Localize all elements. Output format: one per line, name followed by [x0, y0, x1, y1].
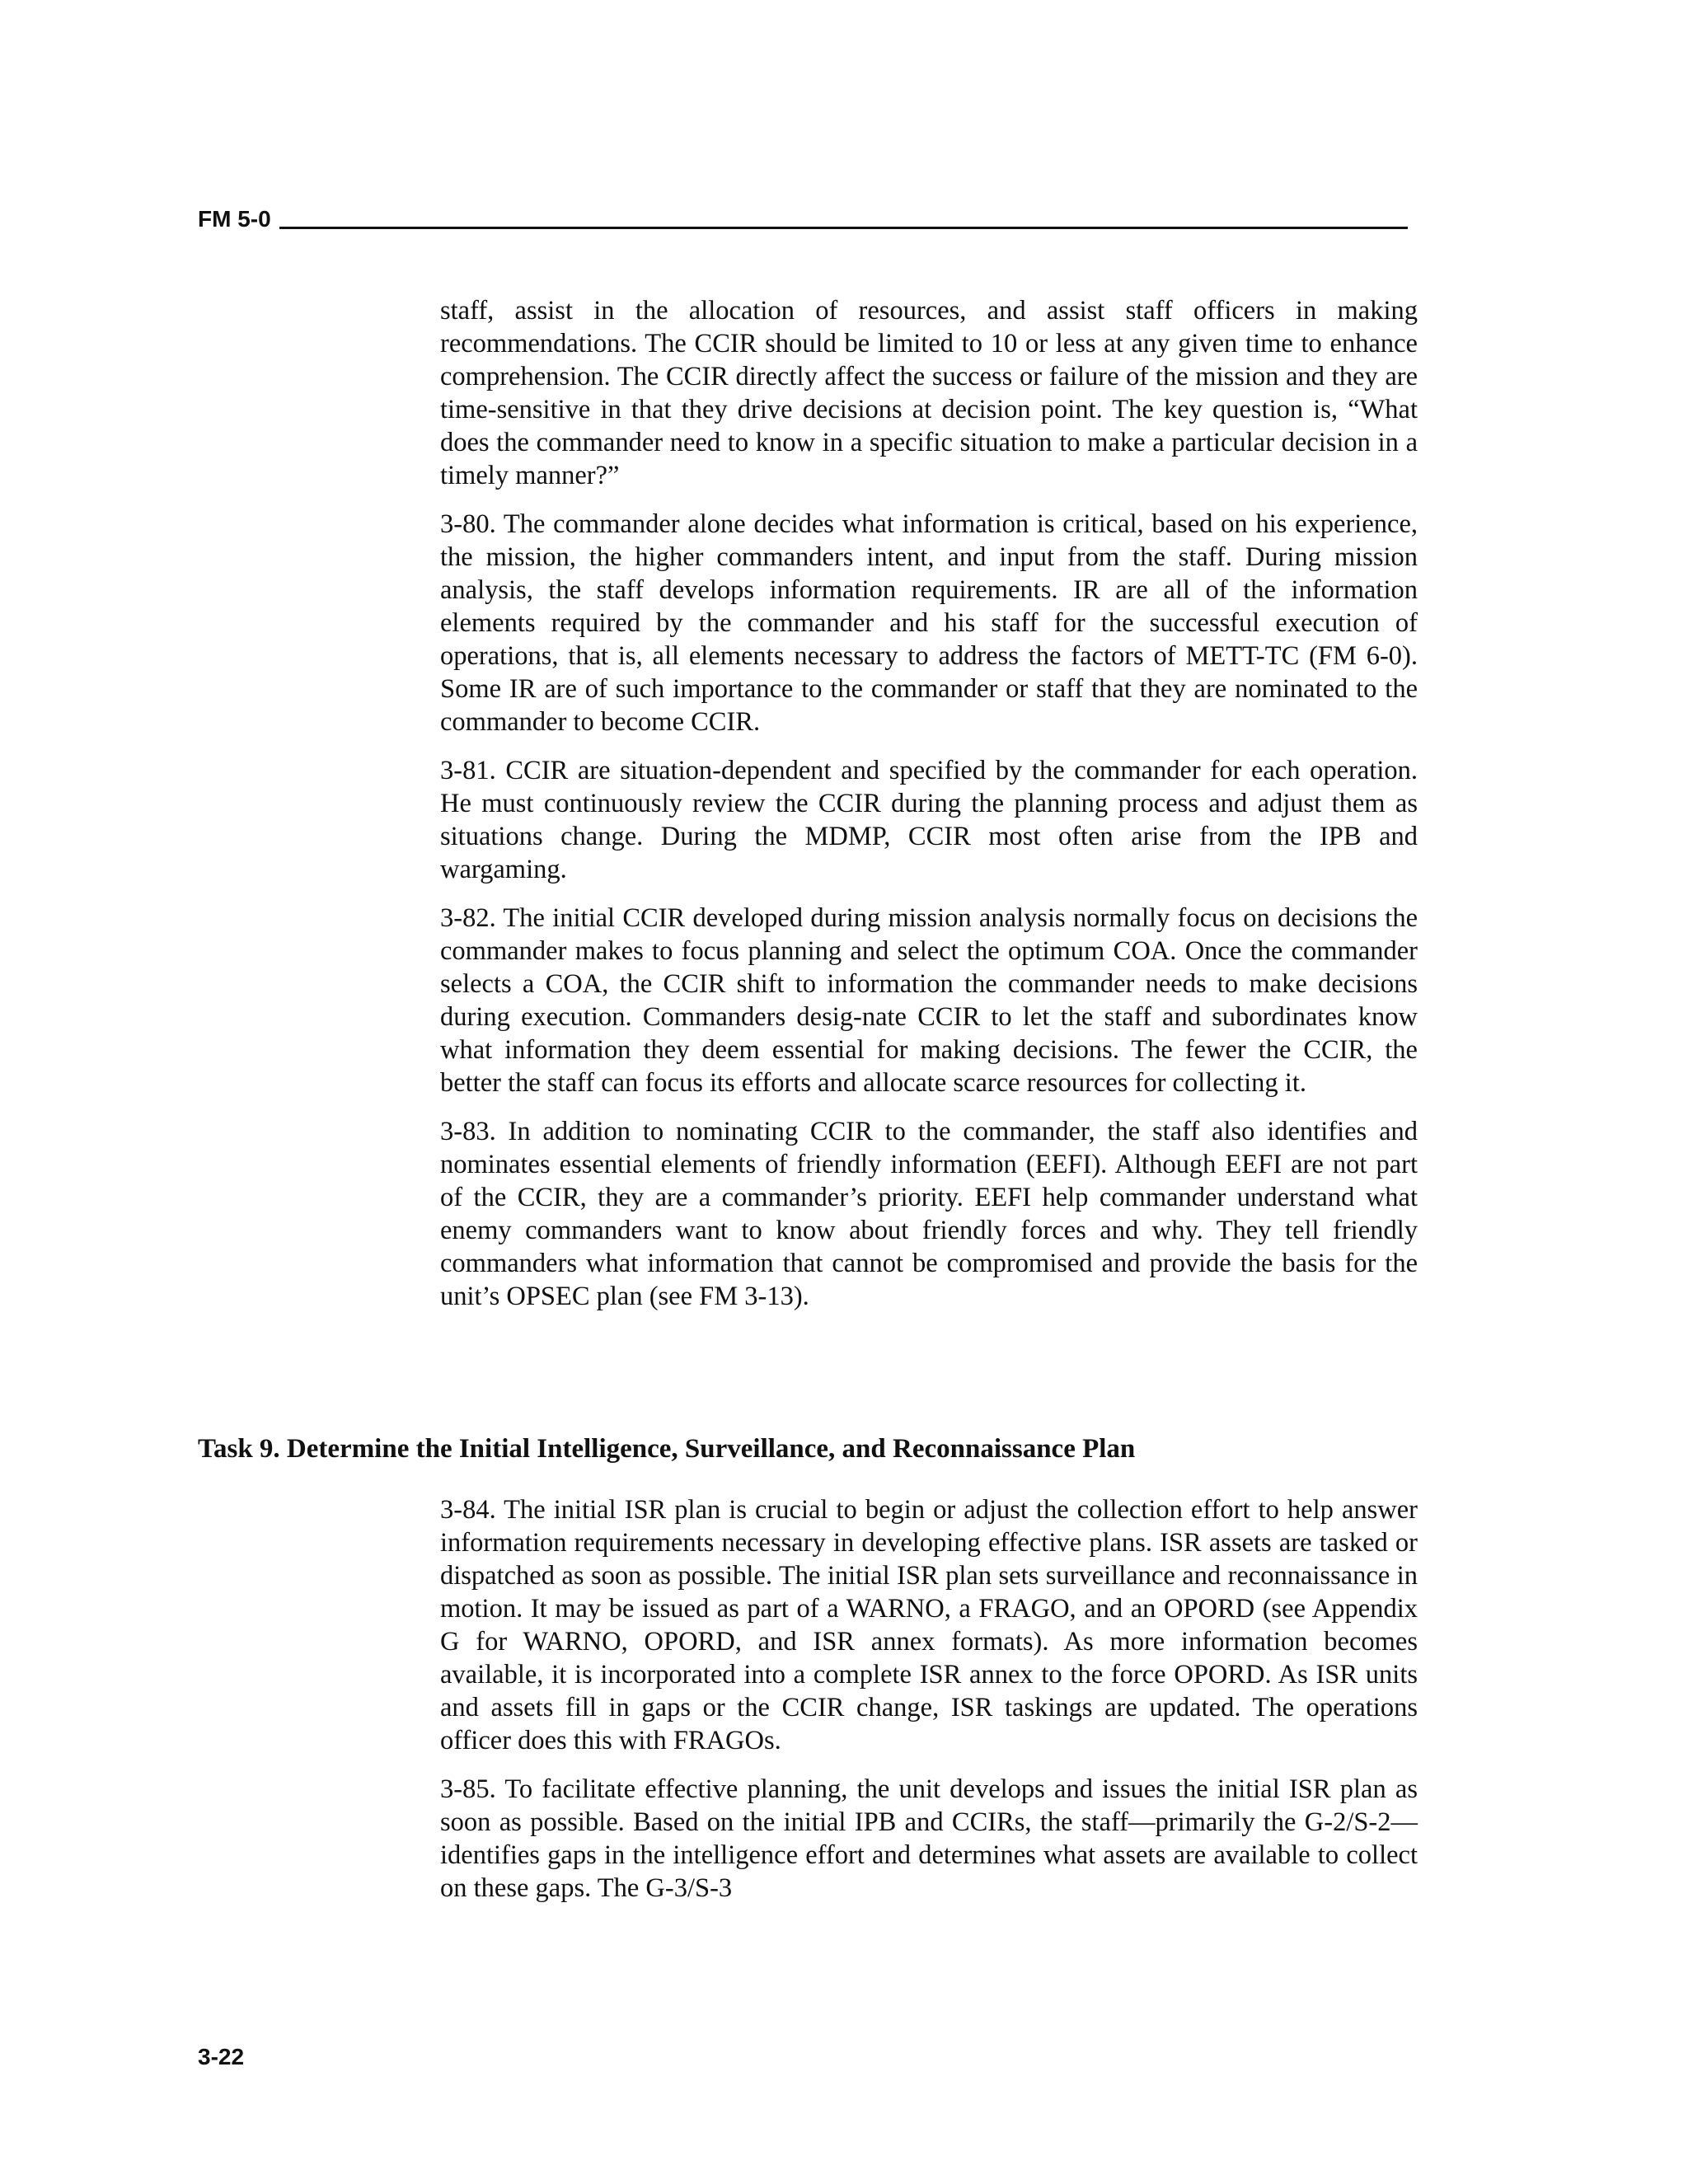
paragraph-3-85: 3-85. To facilitate effective planning, the unit develops and issues the initial ISR plan as soon as possible. Based on the initial IPB and CCIRs, the staff—primarily the G-2/S-2—identifies gaps in the intelligence effort and determines what assets are available to collect on these gaps. The G-3/S-3: [440, 1774, 1418, 1903]
paragraph-continued: staff, assist in the allocation of resources, and assist staff officers in making recommendations. The CCIR should be limited to 10 or less at any given time to enhance comprehension. The CCIR directly affect the success or failure of the mission and they are time-sensitive in that they drive decisions at decision point. The key question is, “What does the commander need to know in a specific situation to make a particular decision in a timely manner?”: [440, 296, 1418, 490]
running-header: [198, 198, 1408, 231]
paragraph-3-82: 3-82. The initial CCIR developed during mission analysis normally focus on decisions the commander makes to focus planning and select the optimum COA. Once the commander selects a COA, the CCIR shift to information the commander needs to make decisions during execution. Commanders desig-nate CCIR to let the staff and subordinates know what information they deem essential for making decisions. The fewer the CCIR, the better the staff can focus its efforts and allocate scarce resources for collecting it.: [440, 903, 1418, 1098]
manual-designation: FM 5-0: [198, 206, 271, 232]
paragraph-3-81: 3-81. CCIR are situation-dependent and specified by the commander for each operation. He must continuously review the CCIR during the planning process and adjust them as situations change. During the MDMP, CCIR most often arise from the IPB and wargaming.: [440, 756, 1418, 884]
paragraph-3-83: 3-83. In addition to nominating CCIR to the commander, the staff also identifies and nominates essential elements of friendly information (EEFI). Although EEFI are not part of the CCIR, they are a commander’s priority. EEFI help commander understand what enemy commanders want to know about friendly forces and why. They tell friendly commanders what information that cannot be compromised and provide the basis for the unit’s OPSEC plan (see FM 3-13).: [440, 1117, 1418, 1311]
paragraph-3-84: 3-84. The initial ISR plan is crucial to begin or adjust the collection effort to help answer information requirements necessary in developing effective plans. ISR assets are tasked or dispatched as soon as possible. The initial ISR plan sets surveillance and reconnaissance in motion. It may be issued as part of a WARNO, a FRAGO, and an OPORD (see Appendix G for WARNO, OPORD, and ISR annex formats). As more information becomes available, it is incorporated into a complete ISR annex to the force OPORD. As ISR units and assets fill in gaps or the CCIR change, ISR taskings are updated. The operations officer does this with FRAGOs.: [440, 1495, 1418, 1755]
body-text-after-heading: [440, 1493, 1418, 1905]
paragraph-3-80: 3-80. The commander alone decides what information is critical, based on his experience, the mission, the higher commanders intent, and input from the staff. During mission analysis, the staff develops information requirements. IR are all of the information elements required by the commander and his staff for the successful execution of operations, that is, all elements necessary to address the factors of METT-TC (FM 6-0). Some IR are of such importance to the commander or staff that they are nominated to the commander to become CCIR.: [440, 509, 1418, 737]
header-rule: [279, 227, 1408, 229]
page-number: 3-22: [198, 2044, 245, 2069]
body-text-before-heading: [440, 294, 1418, 1313]
section-heading-task-9: Task 9. Determine the Initial Intelligence, Surveillance, and Reconnaissance Plan: [198, 1434, 1136, 1464]
